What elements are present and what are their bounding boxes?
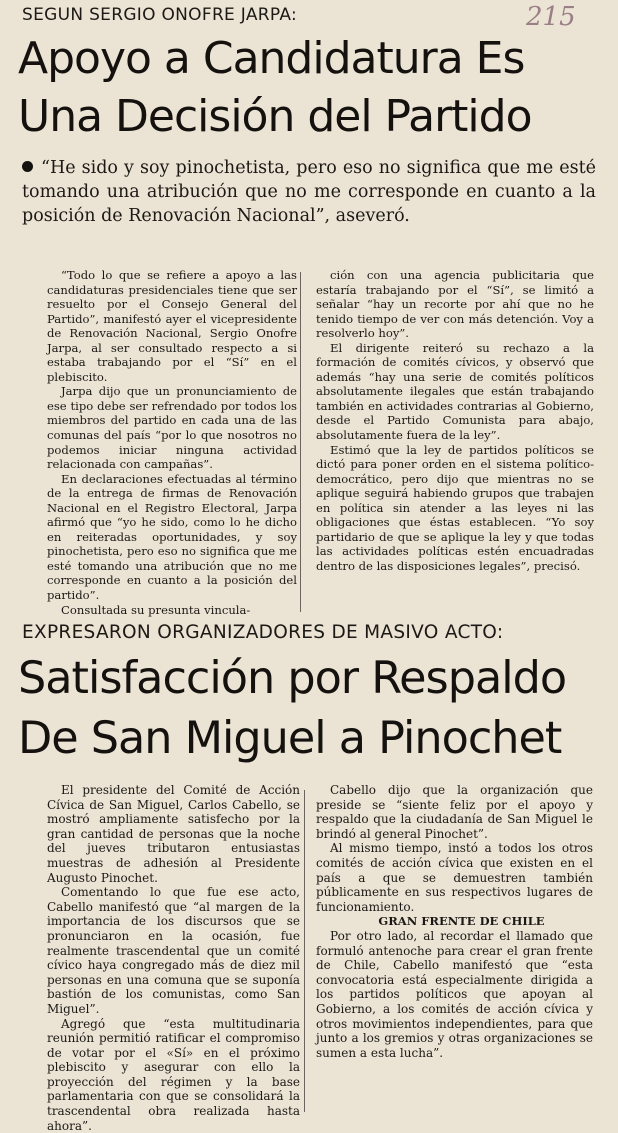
article2-kicker: EXPRESARON ORGANIZADORES DE MASIVO ACTO: (22, 622, 503, 643)
article2-paragraph: Al mismo tiempo, instó a todos los otros comités de acción cívica que existen en el país a que se demuestren también públicamente en sus respectivos lugares de funcionamiento. (316, 841, 593, 914)
article2-headline-line1: Satisfacción por Respaldo (18, 652, 566, 706)
bullet-icon (22, 161, 33, 172)
article1-paragraph: Jarpa dijo que un pronunciamiento de ese tipo debe ser refrendado por todos los miembros del partido en cada una de las comunas del país “por lo que nosotros no podemos iniciar ninguna actividad relacionada con campañas”. (47, 384, 297, 471)
article1-paragraph: En declaraciones efectuadas al término de la entrega de firmas de Renovación Nacional en el Registro Electoral, Jarpa afirmó que “yo he sido, como lo he dicho en reiteradas oportunidades, y soy pinochetista, pero eso no significa que me esté tomando una atribución que no me corresponde en cuanto a la posición del partido”. (47, 472, 297, 603)
article2-paragraph: Cabello dijo que la organización que preside se “siente feliz por el apoyo y respaldo que la ciudadanía de San Miguel le brindó al general Pinochet”. (316, 783, 593, 841)
article1-headline-line2: Una Decisión del Partido (18, 92, 532, 142)
article2-subhead: GRAN FRENTE DE CHILE (316, 914, 593, 929)
article1-paragraph: Consultada su presunta vincula- (47, 603, 297, 618)
article2-paragraph: Comentando lo que fue ese acto, Cabello manifestó que “al margen de la importancia de los discursos que se pronunciaron en la ocasión, fue realmente trascendental que un comité cívico haya congregado más de diez mil personas en una comuna que se suponía bastión de los comunistas, como San Miguel”. (47, 885, 300, 1016)
article1-paragraph: El dirigente reiteró su rechazo a la formación de comités cívicos, y observó que además “hay una serie de comités políticos absolutamente ilegales que están trabajando también en actividades contrarias al Gobierno, desde el Partido Comunista para abajo, absolutamente fuera de la ley”. (316, 341, 594, 443)
column-divider-2 (304, 790, 305, 1112)
handwritten-page-number: 215 (526, 2, 576, 32)
article1-column-left (47, 268, 297, 620)
article2-column-left (47, 783, 300, 1118)
article2-paragraph: Agregó que “esta multitudinaria reunión permitió ratificar el compromiso de votar por el «Sí» en el próximo plebiscito y asegurar con ello la proyección del régimen y la base parlamentaria con que se consolidará la trascendental obra realizada hasta ahora”. (47, 1017, 300, 1133)
article2-headline-line2: De San Miguel a Pinochet (18, 712, 561, 766)
article1-paragraph: Estimó que la ley de partidos políticos se dictó para poner orden en el sistema político-democrático, pero dijo que mientras no se aplique seguirá habiendo grupos que trabajen en política sin atender a las leyes ni las obligaciones que éstas establecen. “Yo soy partidario de que se aplique la ley y que todas las actividades políticas estén encuadradas dentro de las disposiciones legales”, precisó. (316, 443, 594, 574)
article1-kicker: SEGUN SERGIO ONOFRE JARPA: (22, 5, 297, 25)
article1-paragraph: “Todo lo que se refiere a apoyo a las candidaturas presidenciales tiene que ser resuelto por el Consejo General del Partido”, manifestó ayer el vicepresidente de Renovación Nacional, Sergio Onofre Jarpa, al ser consultado respecto a si estaba trabajando por el “Sí” en el plebiscito. (47, 268, 297, 384)
article1-paragraph: ción con una agencia publicitaria que estaría trabajando por el “Sí”, se limitó a señalar “hay un recorte por ahí que no he tenido tiempo de ver con más detención. Voy a resolverlo hoy”. (316, 268, 594, 341)
article2-paragraph: Por otro lado, al recordar el llamado que formuló antenoche para crear el gran frente de Chile, Cabello manifestó que “esta convocatoria está especialmente dirigida a los partidos políticos que apoyan al Gobierno, a los comités de acción cívica y otros movimientos independientes, para que junto a los gremios y otras organizaciones se sumen a esta lucha”. (316, 929, 593, 1060)
article1-lead (22, 156, 596, 254)
article2-paragraph: El presidente del Comité de Acción Cívica de San Miguel, Carlos Cabello, se mostró ampliamente satisfecho por la gran cantidad de personas que la noche del jueves tributaron entusiastas muestras de adhesión al Presidente Augusto Pinochet. (47, 783, 300, 885)
article2-column-right (316, 783, 593, 1118)
article1-headline-line1: Apoyo a Candidatura Es (18, 34, 524, 84)
article1-lead-text: “He sido y soy pinochetista, pero eso no significa que me esté tomando una atribución que no me corresponde en cuanto a la posición de Renovación Nacional”, aseveró. (22, 158, 596, 226)
article1-column-right (316, 268, 594, 620)
column-divider (300, 272, 301, 612)
